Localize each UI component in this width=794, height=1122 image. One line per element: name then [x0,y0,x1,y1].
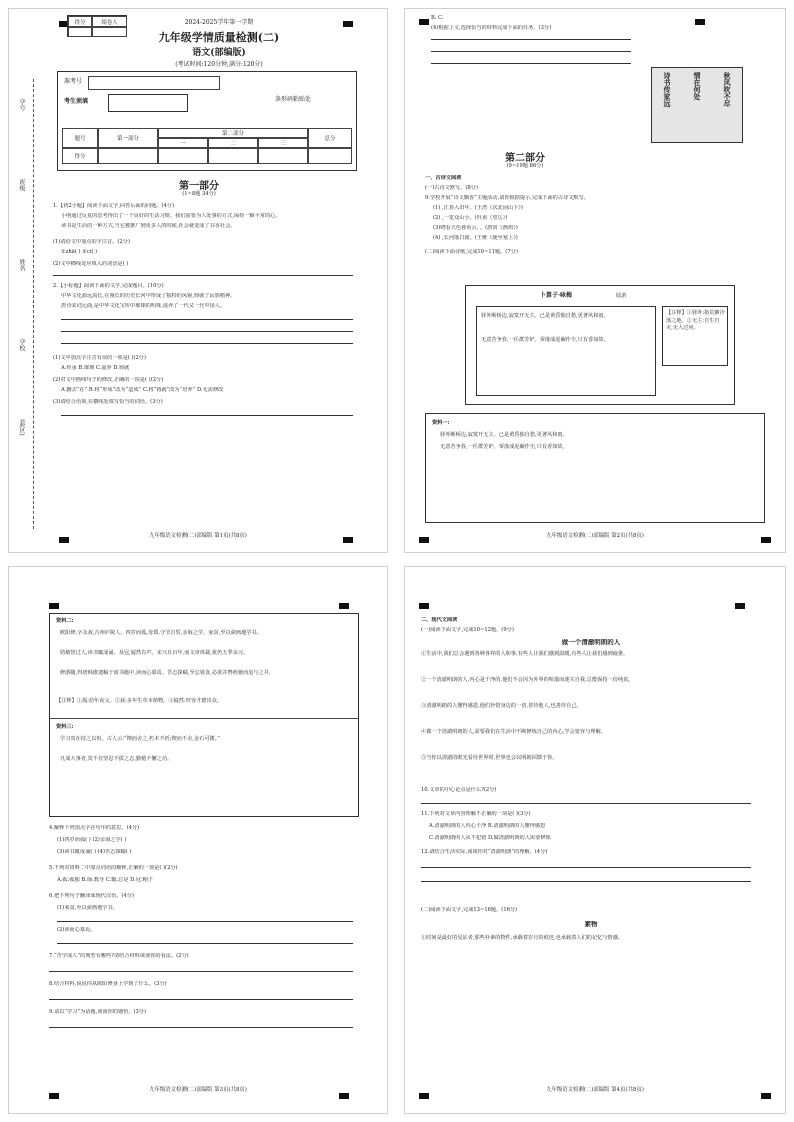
annotation-text: 【注释】①孤:幼年丧父。②荻:多年生草本植物。③嶷然:形容才德出众。 [56,698,223,704]
answer-line[interactable] [421,803,751,804]
table-header-part2: 第二部分 [158,128,308,138]
exam-info: (考试时间:120分钟,满分:120分) [175,61,263,68]
paragraph: ①时间是最好的见证者,那些朴素的物件,承载着岁月的痕迹,也承载着人们的记忆与情感。 [421,935,624,941]
binding-line [33,79,34,529]
table-header-part1: 第一部分 [98,128,158,148]
registration-mark [419,603,429,609]
registration-mark [49,1093,59,1099]
score-label: 得分 [68,16,92,27]
paragraph: ①生活中,我们总会遇到各种各样的人和事,有些人让我们感到温暖,有些人让我们感到疲惫。 [421,651,629,657]
text-line: ①zhā( ) ②cí( ) [61,249,98,255]
material-label: 资料一: [432,420,450,426]
registration-mark [761,1093,771,1099]
grader-label: 阅卷人 [92,16,127,27]
side-label-number: 学号 [18,99,25,111]
exam-subject: 语文(部编版) [192,48,246,58]
section-heading: 二、现代文阅读 [421,617,458,623]
page-footer: 九年级语文检测(二)部编版 第1页(共8页) [149,533,247,539]
text-line: 9.请以“学习”为话题,谈谈你的感悟。(3分) [49,1009,147,1015]
score-box [67,15,127,37]
answer-line[interactable] [421,881,751,882]
sub-heading: (一)阅读下面文字,完成10~12题。(9分) [421,627,514,633]
registration-mark [339,603,349,609]
table-sub-2: 二 [208,138,258,148]
school-year: 2024-2025学年第一学期 [184,19,254,26]
poem-text-frame [476,306,656,396]
answer-line[interactable] [49,999,353,1000]
paragraph: ⑤当你以清澈的眼光看待世界时,世界也会以明朗回馈于你。 [421,755,558,761]
exam-number-label: 准考号 [64,78,83,85]
text-line: 11.下列对文章内容理解不正确的一项是( )(3分) [421,811,531,817]
poem-title: 卜算子·咏梅 [539,292,573,299]
text-line: (1)请给文中加点的字注音。(2分) [53,239,130,245]
paragraph: ④做一个清澈明朗的人,需要我们在生活中不断修炼自己的内心,学会宽容与理解。 [421,729,606,735]
text-line: (2)读而心慕焉。 [57,927,96,933]
answer-line[interactable] [431,39,631,40]
part-range: (1~8题 34分) [182,191,216,197]
paragraph: ③清澈明朗的人懂得感恩,他们珍惜身边的一切,善待他人,也善待自己。 [421,703,582,709]
text-line: 2.【小标题】阅读下面的文字,完成题目。(10分) [53,283,164,289]
page-footer: 九年级语文检测(二)部编版 第3页(共8页) [149,1087,247,1093]
text-line: 12.请结合生活实际,谈谈你对“清澈明朗”的理解。(4分) [421,849,548,855]
text-line: 9.学校开展“诗文飘香”主题活动,请你根据提示,完成下面的古诗文默写。 [425,195,589,201]
registration-mark [343,537,353,543]
answer-line[interactable] [431,63,631,64]
answer-line[interactable] [61,343,353,344]
text-line: 小明通过反复的思考得出了一个良好的生活习惯。我们需要为人处事的方式,保持一颗平常的心。 [61,213,281,219]
text-line: C.清澈明朗的人从不犯错 D.做清澈明朗的人需要修炼 [429,835,551,841]
paragraph: ②一个清澈明朗的人,内心是干净的,他们不会因为外界的喧嚣而迷失自我,总能保持一份纯真。 [421,677,634,683]
side-label-name: 姓名 [18,259,25,271]
material-label: 资料三: [56,724,74,730]
section-heading: 一、古诗文阅读 [425,175,462,181]
score-cell[interactable] [208,148,258,164]
text-line: (2)文中横线处应填入的词语是( ) [53,261,129,267]
text-line: (3)晓看天色暮看云, 。(唐寅《画鸡》) [433,225,518,231]
text-line: 10.文章的中心论点是什么?(2分) [421,787,497,793]
article-title: 素物 [584,921,598,928]
answer-line[interactable] [61,415,353,416]
calligraphy-image [651,67,743,143]
text-line: (1) ,江春入旧年。(王湾《次北固山下》) [433,205,523,211]
side-label-class: 班级 [18,179,25,191]
score-cell[interactable] [308,148,352,164]
material-text: 驿外断桥边,寂寞开无主。已是黄昏独自愁,更著风和雨。 [440,432,568,438]
material-text: 无意苦争春,一任群芳妒。零落成泥碾作尘,只有香如故。 [440,444,568,450]
table-sub-3: 三 [258,138,308,148]
answer-line[interactable] [57,921,353,922]
poem-note: 【注释】①驿外:指荒僻冷落之地。②无主:自生自灭,无人过问。 [666,310,725,332]
text-line: 6.把下列句子翻译成现代汉语。(4分) [49,893,134,899]
text-line: 7.“苦学成人”的典型有哪些?请结合材料谈谈你的看法。(2分) [49,953,189,959]
notice-box [108,94,188,112]
side-label-school: 学校 [18,339,25,351]
text-line: (4)根据上文,选择恰当的材料完成下面的任务。(3分) [431,25,552,31]
table-score-label: 得分 [62,148,98,164]
material-label: 资料二: [56,618,74,624]
registration-mark [761,537,771,543]
material-text: 欧阳修,字永叔,吉州庐陵人。四岁而孤,母郑,守节自誓,亲诲之学。家贫,至以荻画地学书。 [60,630,262,636]
text-line: A.传承 B.璀璨 C.滋养 D.铸就 [61,365,130,371]
answer-line[interactable] [49,1027,353,1028]
material-text: 学习贵在持之以恒。古人云:“锲而舍之,朽木不折;锲而不舍,金石可镂。” [60,736,220,742]
text-line: (1)四岁而孤( ) (2)亲诲之学( ) [57,837,127,843]
registration-mark [419,537,429,543]
registration-mark [343,21,353,27]
text-line: A.删去“在” B.将“形成”改为“造成” C.将“铸就”改为“培养” D.无需修改 [61,387,224,393]
material-text: 修游随,得唐韩愈遗稿于废书簏中,读而心慕焉。苦志探赜,至忘寝食,必欲并辔绝驰而追与之并。 [60,670,275,676]
answer-line[interactable] [53,275,353,276]
text-line: 读书是生活的一种方式,当它被推广到更多人的时候,社会就变成了书香社会。 [61,223,236,229]
exam-page-2 [404,8,786,553]
question-block [425,175,765,285]
part-range: (9~19题 86分) [506,163,544,169]
exam-page-3 [8,566,388,1114]
registration-mark [735,603,745,609]
text-line: (2) ,一览众山小。(杜甫《望岳》) [433,215,508,221]
registration-mark [695,19,705,25]
answer-line[interactable] [421,867,751,868]
text-line: A.孤:孤独 B.诲:教导 C.辄:总是 D.冠:帽子 [57,877,154,883]
side-label-district: 县(区) [18,419,25,436]
calligraphy-column: 秋风吹不尽 [723,72,732,107]
registration-mark [49,603,59,609]
question-block [421,787,761,987]
sub-heading: (一)古诗文默写。(8分) [425,185,478,191]
question-block [49,825,359,1065]
poem-box [465,285,735,405]
text-line: (1)文中加点字注音有误的一项是( )(2分) [53,355,147,361]
article-title: 做一个清澈明朗的人 [561,639,621,646]
poem-line: 无意苦争春,一任群芳妒。零落成泥碾作尘,只有香如故。 [481,337,609,343]
text-line: 1.【初2小题】阅读下面文字,回答后面的问题。(4分) [53,203,174,209]
answer-line[interactable] [61,331,353,332]
text-line: (3)读书辄成诵( ) (4)苦志探赜( ) [57,849,132,855]
text-line: 4.解释下列加点字在句中的意思。(4分) [49,825,140,831]
sub-heading: (二)阅读下面文字,完成13~16题。(16分) [421,907,518,913]
part-title: 第一部分 [179,181,219,192]
material-box [425,413,765,523]
material-text: 幼敏悟过人,读书辄成诵。及冠,嶷然有声。宋兴且百年,而文章体裁,犹仍五季余习。 [60,650,249,656]
score-cell[interactable] [158,148,208,164]
score-cell[interactable] [258,148,308,164]
material-text: 凡成大事者,莫不有坚忍不拔之志,勤勉不懈之功。 [60,756,173,762]
score-cell[interactable] [98,148,158,164]
grader-cell [92,27,127,37]
registration-mark [419,1093,429,1099]
page-footer: 九年级语文检测(二)部编版 第2页(共8页) [546,533,644,539]
calligraphy-column: 情在何处 [693,72,702,100]
text-line: A.清澈明朗的人内心干净 B.清澈明朗的人懂得感恩 [429,823,546,829]
table-header-question: 题号 [62,128,98,148]
student-notice-label: 考生须填 [64,98,89,105]
poem-author: 陆游 [616,293,627,299]
answer-line[interactable] [57,943,353,944]
text-line: (2)对文中画线句子的修改,正确的一项是( )(2分) [53,377,164,383]
poem-note-box [662,306,728,366]
registration-mark [59,537,69,543]
text-line: 中华文化源远流长,在漫长的历史长河中形成了独特的风貌,铸就了民族精神。 [61,293,236,299]
text-line: 8.结合材料,说说你从欧阳修身上学到了什么。(3分) [49,981,167,987]
material-box [49,613,359,817]
answer-line[interactable] [431,51,631,52]
table-header-total: 总分 [308,128,352,148]
question-block [53,203,363,493]
part-title: 第二部分 [505,153,545,164]
text-line: (1)家贫,至以荻画地学书。 [57,905,118,911]
text-line: B. C. [431,15,444,21]
exam-title: 九年级学情质量检测(二) [158,31,280,44]
answer-card-header [57,71,357,171]
barcode-area: 条形码粘贴处 [274,96,311,103]
registration-mark [419,19,429,25]
answer-line[interactable] [61,319,353,320]
sub-heading: (二)阅读下面诗歌,完成10~11题。(7分) [425,249,518,255]
answer-line[interactable] [49,971,353,972]
exam-number-boxes[interactable] [88,76,220,90]
score-cell [68,27,92,37]
page-footer: 九年级语文检测(二)部编版 第4页(共8页) [546,1087,644,1093]
text-line: (4) ,长河落日圆。(王维《使至塞上》) [433,235,518,241]
registration-mark [339,1093,349,1099]
table-sub-1: 一 [158,138,208,148]
calligraphy-column: 诗书传家远 [663,72,672,107]
poem-line: 驿外断桥边,寂寞开无主。已是黄昏独自愁,更著风和雨。 [481,313,609,319]
text-line: 5.下列对资料二中加点词语的解释,正确的一项是( )(2分) [49,865,178,871]
exam-page-1 [8,8,388,553]
text-line: (3)请结合语境,在横线处填写恰当的词语。(3分) [53,399,163,405]
text-line: 唐诗宋词元曲,是中华文化宝库中璀璨的明珠,滋养了一代又一代中国人。 [61,303,226,309]
exam-page-4 [404,566,786,1114]
